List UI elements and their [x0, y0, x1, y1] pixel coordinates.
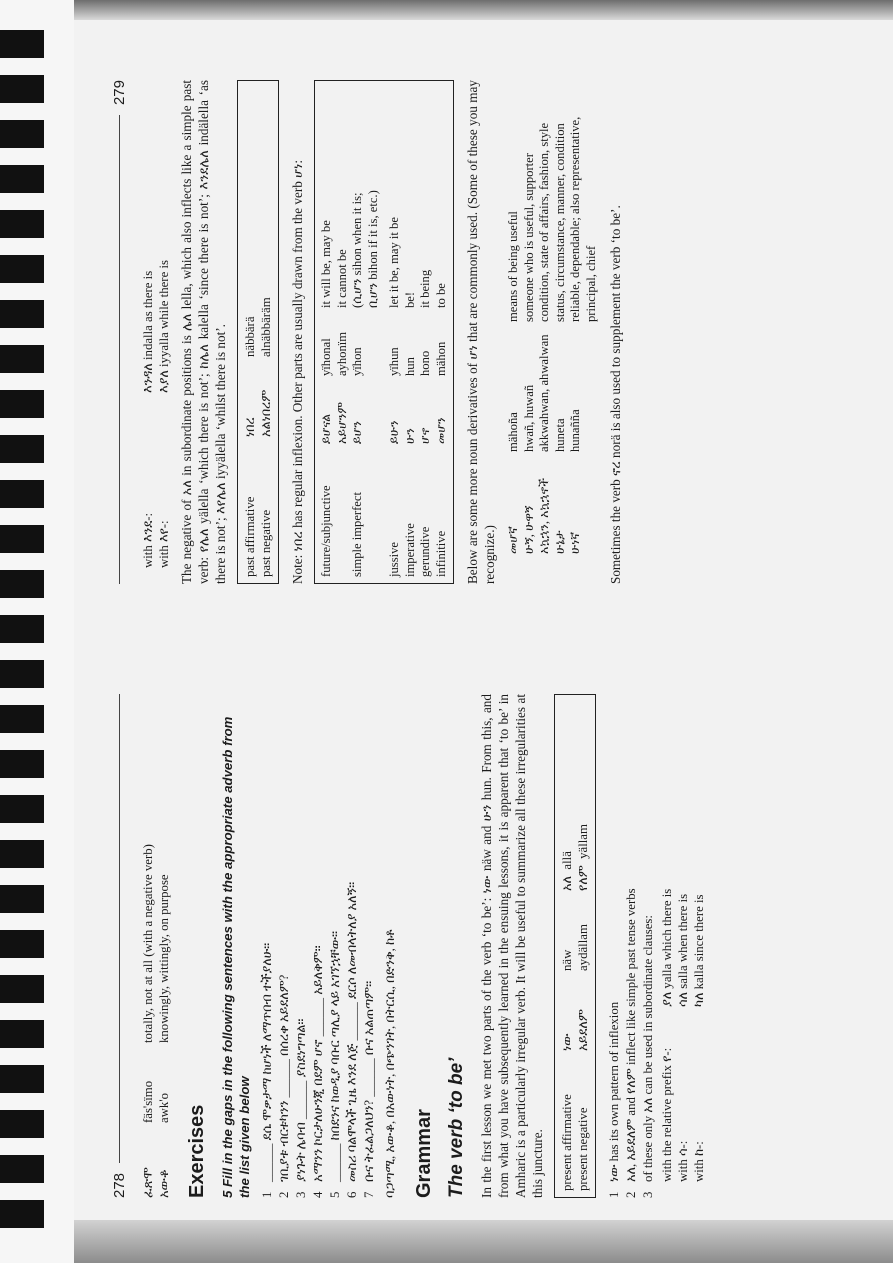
binding-coil — [0, 300, 44, 328]
table-row — [242, 87, 258, 577]
binding-coil — [0, 1155, 44, 1183]
amharic-form: አለ — [560, 876, 574, 891]
amharic-form: ሁኝ, ሁዋኝ — [521, 505, 536, 554]
negative-paragraph: The negative of አለ in subordinate positions is ሌለ lella, which also inflects like a simple past verb: የሌለ yälella ‘which there is not’; ከሌለ kalella ‘since there is not’; እንደሌለ indälella ‘as there is not’; እየሌለ iyyälella ‘whilst there is not’. — [179, 80, 228, 584]
meaning: someone who is useful, supporter — [521, 153, 536, 322]
present-tense-table — [554, 694, 596, 1198]
binding-coil — [0, 840, 44, 868]
table-row — [366, 87, 382, 577]
relative-form: እንዳለ indalla as there is — [141, 270, 155, 393]
transliteration: allä — [560, 851, 574, 870]
amharic-form: ሁኔታ — [552, 530, 567, 554]
binding-coil — [0, 345, 44, 373]
transliteration: ayhonïm — [334, 331, 349, 376]
item-number: 2 — [277, 1191, 291, 1198]
prefix-label: with the relative prefix የ-: — [660, 1047, 674, 1182]
relative-row — [140, 80, 156, 568]
meaning: means of being useful — [506, 211, 520, 322]
amharic-form: ሁነኛ — [568, 531, 582, 554]
amharic-form: መሆኛ — [506, 526, 520, 554]
relative-row — [659, 694, 675, 1182]
note-text: ነው has its own pattern of inflexion — [607, 1001, 621, 1182]
spiral-binding — [0, 0, 74, 1263]
binding-coil — [0, 615, 44, 643]
note-paragraph: Note: ነበረ has regular inflexion. Other parts are usually drawn from the verb ሆነ: — [290, 159, 305, 584]
table-row — [434, 87, 450, 577]
pair-cell — [575, 811, 591, 891]
final-paragraph: Sometimes the verb ኖረ norä is also used to supplement the verb ‘to be’. — [608, 205, 623, 584]
page-number: 279 — [110, 80, 128, 106]
transliteration: hunañña — [568, 409, 582, 452]
vocab-transliteration: fäs'sïmo — [141, 1080, 155, 1123]
relative-row — [691, 694, 707, 1182]
table-row — [350, 87, 366, 577]
row-label: present affirmative — [560, 1094, 574, 1191]
binding-coil — [0, 1065, 44, 1093]
noun-row — [537, 80, 553, 554]
transliteration: hono — [418, 350, 432, 376]
transliteration: huneta — [552, 418, 567, 452]
binding-coil — [0, 525, 44, 553]
amharic-form — [366, 384, 382, 444]
binding-coil — [0, 390, 44, 418]
exercise-instructions: 5 Fill in the gaps in the following sentences with the appropriate adverb from the list given below — [220, 716, 252, 1198]
transliteration — [366, 316, 382, 376]
noun-row — [553, 80, 569, 554]
binding-coil — [0, 210, 44, 238]
item-text: ያነጉት ሌባብ ______ ያስደነግጣል። — [294, 1018, 308, 1182]
transliteration: yïhonal — [319, 338, 333, 376]
item-text: ቡና ትፈልጋለህን? ______ ቡና አልጠጣም። — [362, 980, 376, 1182]
noun-row — [506, 80, 522, 554]
transliteration: näw — [560, 949, 574, 971]
exercise-item — [310, 694, 327, 1198]
table-row — [403, 87, 419, 577]
transliteration: yïhun — [387, 347, 401, 376]
note-item — [606, 694, 623, 1198]
prefix-label: with እንደ-: — [141, 512, 155, 568]
adverb-list — [382, 694, 399, 1198]
note-text: አለ, አይደለም and የለም inflect like simple past tense verbs — [624, 888, 638, 1182]
header-rule — [119, 694, 120, 1163]
intro-paragraph: In the first lesson we met two parts of the verb ‘to be’: ነው näw and ሁን hun. From this, and from what you have subsequently learned in the ensuing lessons, it is apparent that ‘to be’ in Amharic is a particularly irregular verb. It will be useful to summarize all these irregularities at this juncture. — [479, 694, 545, 1198]
binding-coil — [0, 75, 44, 103]
binding-coil — [0, 120, 44, 148]
vocab-row — [156, 694, 172, 1198]
note-number: 1 — [607, 1191, 621, 1198]
item-number: 1 — [260, 1191, 274, 1198]
exercise-item — [327, 694, 344, 1198]
meaning: condition, state of affairs, fashion, style — [537, 122, 551, 322]
meaning: to be — [433, 283, 448, 308]
meaning: reliable, dependable; also representative, principal, chief — [568, 116, 598, 322]
meaning: it will be, may be — [319, 220, 333, 308]
page-279 — [86, 54, 886, 614]
page-header — [108, 694, 130, 1198]
grammar-heading: Grammar — [413, 1109, 435, 1198]
vocab-amharic: አውቆ — [157, 1169, 171, 1198]
meaning: be! — [402, 291, 417, 308]
amharic-form: ነው — [560, 1033, 574, 1051]
amharic-form: ይሆናል — [319, 413, 333, 444]
noun-derivatives-list — [506, 80, 599, 584]
adverb-list-text: ባጋጣሚ, አውቆ, በአውነት, በጭንገት, በትርሲ, በድንቅ, ከቶ — [383, 929, 397, 1198]
row-label: present negative — [576, 1107, 590, 1191]
item-text: ______ ደሴ ሞቃታማ ከሆነች ለማጥበብ ተችያለሁ። — [260, 942, 274, 1182]
exercise-item — [361, 694, 378, 1198]
binding-coil — [0, 795, 44, 823]
relative-row — [156, 80, 172, 568]
binding-coil — [0, 930, 44, 958]
binding-coil — [0, 660, 44, 688]
scan-edge-top — [0, 0, 893, 20]
meaning: let it be, may it be — [387, 217, 401, 308]
transliteration: yällam — [576, 824, 590, 859]
vocab-meaning: knowingly, wittingly, on purpose — [157, 874, 171, 1043]
transliteration: hun — [402, 357, 417, 376]
binding-coil — [0, 975, 44, 1003]
relative-forms — [659, 694, 707, 1198]
relative-forms-continued — [140, 80, 172, 584]
table-row — [559, 701, 575, 1191]
item-text: መስሪ ባልሞላች ጊዜ እንደ ለጅ ______ ደርሶ ለመብላትለያ አለኝ። — [345, 881, 359, 1182]
item-number: 3 — [294, 1191, 308, 1198]
table-row — [387, 87, 403, 577]
amharic-form: አኳኋን, አኳኋኖች — [537, 477, 551, 554]
exercise-item — [293, 694, 310, 1198]
vocab-meaning: totally, not at all (with a negative verb) — [141, 844, 155, 1043]
exercise-item — [259, 694, 276, 1198]
binding-coil — [0, 480, 44, 508]
transliteration: näbbärä — [243, 316, 257, 357]
transliteration: mähon — [433, 341, 448, 376]
row-label: past negative — [259, 509, 273, 577]
amharic-form: ሁን — [402, 428, 417, 444]
binding-coil — [0, 435, 44, 463]
transliteration: aydällam — [576, 924, 590, 971]
binding-coil — [0, 255, 44, 283]
amharic-form: አይደለም — [576, 1009, 590, 1051]
future-forms-table — [314, 80, 454, 584]
item-text: ገቢያቱ ብርቱካንን ______ በሰረቀ አይደለም? — [277, 974, 291, 1182]
binding-coil — [0, 885, 44, 913]
note-number: 3 — [641, 1191, 655, 1198]
vocab-list — [140, 694, 172, 1198]
binding-coil — [0, 750, 44, 778]
derivatives-paragraph: Below are some more noun derivatives of ሆነ that are commonly used. (Some of these you may recognize.) — [465, 80, 497, 584]
prefix-label: with ከ-: — [692, 1141, 706, 1182]
page-header — [108, 80, 130, 584]
binding-coil — [0, 1200, 44, 1228]
amharic-form: ሆኖ — [418, 427, 432, 444]
noun-row — [568, 80, 599, 554]
transliteration: akkwahwan, ahwalwan — [537, 334, 551, 452]
transliteration: hwañ, huwañ — [521, 384, 536, 452]
scan-edge-bottom — [0, 1220, 893, 1263]
item-number: 7 — [362, 1191, 376, 1198]
transliteration: mähoña — [506, 412, 520, 452]
table-row — [319, 87, 335, 577]
binding-coil — [0, 30, 44, 58]
exercise-list — [259, 694, 399, 1198]
meaning: it being — [418, 269, 432, 308]
meaning: ቢሆን bihon if it is, etc.) — [365, 190, 380, 308]
row-label — [366, 452, 382, 577]
page-number: 278 — [110, 1172, 128, 1198]
row-label: gerundive — [418, 526, 432, 577]
relative-form: እያለ iyyalla while there is — [157, 260, 171, 393]
binding-coil — [0, 705, 44, 733]
row-label: imperative — [402, 523, 417, 577]
notes-list — [606, 694, 657, 1198]
vocab-row — [140, 694, 156, 1198]
amharic-form: መሆን — [433, 417, 448, 444]
item-text: ______ ከበደንና ከወዲያ ባቡር ጣሊያ ላይ አገኘኋቸው። — [328, 931, 342, 1182]
vocab-transliteration: awk'o — [157, 1092, 171, 1123]
amharic-form: ነበረ — [243, 417, 257, 437]
table-row — [335, 87, 351, 577]
meaning: (ሲሆን sihon when it is; — [350, 192, 364, 308]
vocab-amharic: ፈጽሞ — [141, 1167, 155, 1198]
item-number: 4 — [311, 1191, 325, 1198]
noun-row — [522, 80, 538, 554]
relative-form: ካለ kalla since there is — [692, 894, 706, 1007]
exercise-item — [276, 694, 293, 1198]
binding-coil — [0, 1020, 44, 1048]
exercises-heading: Exercises — [186, 1104, 208, 1198]
amharic-form: የለም — [576, 865, 590, 891]
relative-form: ሳለ salla when there is — [676, 893, 690, 1007]
row-label: past affirmative — [243, 496, 257, 577]
prefix-label: with እየ-: — [157, 520, 171, 568]
row-label: jussive — [387, 542, 401, 577]
item-number: 6 — [345, 1191, 359, 1198]
binding-coil — [0, 1110, 44, 1138]
amharic-form: ይሆን — [350, 421, 364, 444]
transliteration: yïhon — [350, 347, 364, 376]
row-label: simple imperfect — [350, 492, 364, 577]
item-text: አማንን ኮርታለሁንጂ በደም ሆኖ ______ አይለቅም። — [311, 945, 325, 1182]
past-tense-table — [237, 80, 279, 584]
meaning: it cannot be — [334, 249, 349, 308]
note-number: 2 — [624, 1191, 638, 1198]
table-row — [418, 87, 434, 577]
section-heading: The verb ‘to be’ — [446, 1057, 467, 1198]
table-row — [258, 87, 274, 577]
item-number: 5 — [328, 1191, 342, 1198]
header-rule — [119, 115, 120, 584]
table-row — [575, 701, 591, 1191]
transliteration: alnäbbäräm — [259, 297, 273, 357]
amharic-form: ይሁን — [387, 420, 401, 444]
page-278 — [86, 664, 886, 1224]
note-item — [640, 694, 657, 1198]
note-text: of these only አለ can be used in subordinate clauses: — [641, 915, 655, 1182]
binding-coil — [0, 570, 44, 598]
prefix-label: with ሳ-: — [676, 1140, 690, 1182]
row-label: infinitive — [433, 530, 448, 577]
relative-form: ያለ yalla which there is — [660, 888, 674, 1007]
amharic-form: አልነበረም — [259, 389, 273, 437]
pair-cell — [559, 811, 575, 891]
row-label: future/subjunctive — [319, 485, 333, 577]
book-spread — [86, 34, 886, 1224]
note-item — [623, 694, 640, 1198]
exercise-item — [344, 694, 361, 1198]
row-label — [335, 452, 351, 577]
meaning: status, circumstance, manner, condition — [552, 123, 567, 322]
binding-coil — [0, 165, 44, 193]
relative-row — [675, 694, 691, 1182]
amharic-form: አይሆንም — [334, 401, 349, 444]
